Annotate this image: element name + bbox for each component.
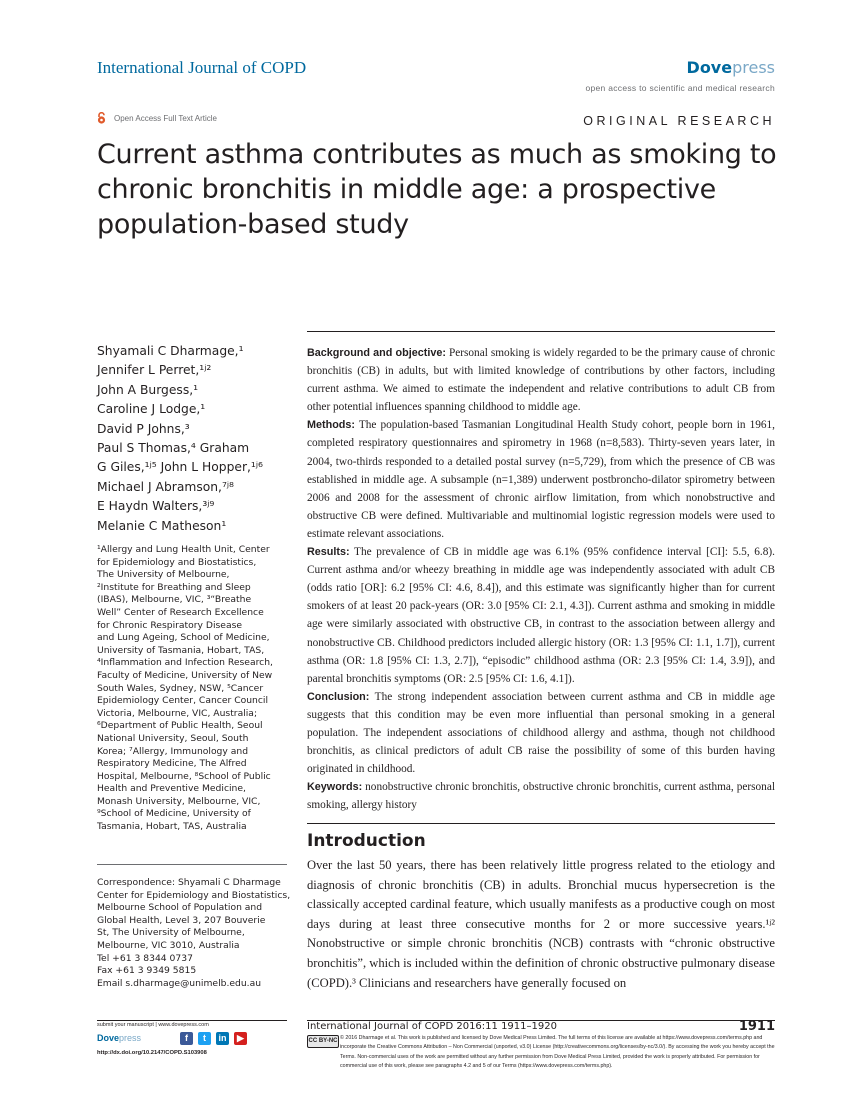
results-text: The prevalence of CB in middle age was 6.1% (95% confidence interval [CI]: 5.5, 6.8). Current asthma and/or wheezy breathing in middle age was independently associated with adult CB (odds ratio [OR]: 6.2 [95% CI: 4.6, 8.4]), and this estimate was significantly higher than for current smokers of at least 20 pack-years (OR: 3.0 [95% CI: 2.1, 4.3]). Current asthma and smoking in middle age were similarly associated with obstructive CB, in contrast to the association between allergy and nonobstructive CB. Childhood predictors included allergic history (OR: 1.3 [95% CI: 1.1, 1.7]), current asthma (OR: 1.8 [95% CI: 1.3, 2.7]), “episodic” childhood asthma (OR: 2.3 [95% CI: 1.4, 3.9]), and parental bronchitis symptoms (OR: 2.5 [95% CI: 1.6, 4.1]). <box>307 546 775 685</box>
abstract-keywords <box>307 778 775 814</box>
footer-dovepress-logo[interactable] <box>97 1033 141 1043</box>
author-line: Jennifer L Perret,¹ʲ² <box>97 363 212 378</box>
author-list <box>97 342 297 536</box>
methods-text: The population-based Tasmanian Longitudinal Health Study cohort, people born in 1961, completed respiratory questionnaires and spirometry in 1968 (n=8,583). Thirty-seven years later, in 2004, two-thirds responded to a detailed postal survey (n=5,729), from which the presence of CB was established in middle age. A subsample (n=1,389) underwent postbroncho-dilator spirometry between 2006 and 2008 for the assessment of chronic airflow limitation, from which nonobstructive and obstructive CB were defined. Multivariable and multinomial logistic regression models were used to estimate relevant associations. <box>307 419 775 540</box>
youtube-icon[interactable]: ▶ <box>234 1032 247 1045</box>
affiliation-line: Korea; ⁷Allergy, Immunology and <box>97 745 249 757</box>
author-line: Michael J Abramson,⁷ʲ⁸ <box>97 479 234 494</box>
affiliation-line: Faculty of Medicine, University of New <box>97 669 273 681</box>
author-line: E Haydn Walters,³ʲ⁹ <box>97 499 215 514</box>
abstract-methods <box>307 416 775 543</box>
facebook-icon[interactable]: f <box>180 1032 193 1045</box>
affiliations <box>97 544 302 834</box>
affiliation-line: Epidemiology Center, Cancer Council <box>97 695 269 707</box>
social-links <box>180 1032 247 1045</box>
author-line: John A Burgess,¹ <box>97 382 199 397</box>
affiliation-line: South Wales, Sydney, NSW, ⁵Cancer <box>97 682 264 694</box>
affiliation-line: Victoria, Melbourne, VIC, Australia; <box>97 707 258 719</box>
methods-label: Methods: <box>307 419 355 432</box>
linkedin-icon[interactable]: in <box>216 1032 229 1045</box>
footer-rule-left <box>97 1020 287 1021</box>
affiliation-line: Health and Preventive Medicine, <box>97 783 246 795</box>
correspondence-email[interactable]: Email s.dharmage@unimelb.edu.au <box>97 977 262 989</box>
author-line: Shyamali C Dharmage,¹ <box>97 344 244 358</box>
affiliation-line: Hospital, Melbourne, ⁸School of Public <box>97 770 271 782</box>
footer-logo-light: press <box>119 1033 142 1043</box>
keywords-text: nonobstructive chronic bronchitis, obstructive chronic bronchitis, current asthma, personal smoking, allergy history <box>307 781 775 812</box>
results-label: Results: <box>307 546 350 559</box>
affiliation-line: ⁴Inflammation and Infection Research, <box>97 657 273 669</box>
twitter-icon[interactable]: t <box>198 1032 211 1045</box>
correspondence <box>97 877 302 990</box>
article-title: Current asthma contributes as much as smoking to chronic bronchitis in middle age: a prospective population-based study <box>97 139 777 240</box>
affiliation-line: ¹Allergy and Lung Health Unit, Center <box>97 544 270 555</box>
correspondence-line: Correspondence: Shyamali C Dharmage <box>97 877 281 888</box>
affiliation-line: for Epidemiology and Biostatistics, <box>97 556 257 568</box>
correspondence-line: Center for Epidemiology and Biostatistics, <box>97 889 291 901</box>
abstract-conclusion <box>307 688 775 778</box>
correspondence-phone: Tel +61 3 8344 0737 <box>97 952 193 964</box>
author-line: G Giles,¹ʲ⁵ John L Hopper,¹ʲ⁶ <box>97 460 263 475</box>
introduction-paragraph: Over the last 50 years, there has been relatively little progress related to the etiology and diagnosis of chronic bronchitis (CB) in adults. Bronchial mucus hypersecretion is the classically accepted cardinal feature, which usually manifests as a productive cough on most days during at least three consecutive months for 2 or more successive years.¹ʲ² Nonobstructive or simple chronic bronchitis (NCB) contrasts with “chronic obstructive bronchitis”, which is included within the definition of chronic obstructive pulmonary disease (COPD).³ Clinicians and researchers have generally focused on <box>307 858 775 990</box>
affiliation-line: Respiratory Medicine, The Alfred <box>97 758 247 770</box>
open-access-text: Open Access Full Text Article <box>114 113 218 123</box>
affiliation-line: ²Institute for Breathing and Sleep <box>97 581 251 593</box>
correspondence-rule <box>97 864 287 865</box>
abstract-background <box>307 344 775 416</box>
author-line: Caroline J Lodge,¹ <box>97 402 206 417</box>
abstract-top-rule <box>307 331 775 332</box>
publisher-logo-light: press <box>732 58 775 77</box>
correspondence-line: Melbourne School of Population and <box>97 902 263 914</box>
background-text: Personal smoking is widely regarded to be the primary cause of chronic bronchitis (CB) in adults, but with limited knowledge of contributions by other factors, including current asthma. We aimed to estimate the independent and relative contributions to adult CB from other potential influences spanning childhood to middle age. <box>307 347 775 414</box>
open-access-label <box>97 112 217 124</box>
introduction-body <box>307 856 775 993</box>
journal-name: International Journal of COPD <box>97 58 307 77</box>
affiliation-line: (IBAS), Melbourne, VIC, ³“Breathe <box>97 594 252 606</box>
article-type: ORIGINAL RESEARCH <box>583 114 775 128</box>
correspondence-fax: Fax +61 3 9349 5815 <box>97 965 197 977</box>
abstract-results <box>307 543 775 688</box>
publisher-tagline: open access to scientific and medical research <box>585 83 775 93</box>
abstract <box>307 344 775 814</box>
affiliation-line: and Lung Ageing, School of Medicine, <box>97 632 270 644</box>
affiliation-line: for Chronic Respiratory Disease <box>97 619 243 631</box>
keywords-label: Keywords: <box>307 781 363 794</box>
affiliation-line: Well” Center of Research Excellence <box>97 606 264 618</box>
affiliation-line: National University, Seoul, South <box>97 732 249 744</box>
submit-manuscript-link[interactable]: submit your manuscript | www.dovepress.com <box>97 1022 209 1028</box>
author-line: Paul S Thomas,⁴ Graham <box>97 441 250 456</box>
author-line: David P Johns,³ <box>97 421 190 436</box>
introduction-heading: Introduction <box>307 831 426 851</box>
affiliation-line: The University of Melbourne, <box>97 569 230 581</box>
journal-citation: International Journal of COPD 2016:11 1911–1920 <box>307 1021 557 1032</box>
correspondence-line: Melbourne, VIC 3010, Australia <box>97 939 240 951</box>
affiliation-line: ⁶Department of Public Health, Seoul <box>97 720 263 732</box>
affiliation-line: Monash University, Melbourne, VIC, <box>97 795 261 807</box>
affiliation-line: University of Tasmania, Hobart, TAS, <box>97 644 265 656</box>
background-label: Background and objective: <box>307 347 446 359</box>
introduction-rule <box>307 823 775 824</box>
affiliation-line: ⁹School of Medicine, University of <box>97 808 251 820</box>
correspondence-line: Global Health, Level 3, 207 Bouverie <box>97 914 266 926</box>
cc-license-badge[interactable]: CC BY-NC <box>307 1035 339 1048</box>
correspondence-line: St, The University of Melbourne, <box>97 927 245 939</box>
affiliation-line: Tasmania, Hobart, TAS, Australia <box>97 821 247 833</box>
footer-logo-bold: Dove <box>97 1033 120 1043</box>
open-access-lock-icon <box>97 112 106 124</box>
author-line: Melanie C Matheson¹ <box>97 518 227 533</box>
license-text: © 2016 Dharmage et al. This work is published and licensed by Dove Medical Press Limited. The full terms of this license are available at https://www.dovepress.com/terms.php and incorporate the Creative Commons Attribution – Non Commercial (unported, v3.0) License (http://creativecommons.org/licenses/by-nc/3.0/). By accessing the work you hereby accept the Terms. Non-commercial uses of the work are permitted without any further permission from Dove Medical Press Limited, provided the work is properly attributed. For permission for commercial use of this work, please see paragraphs 4.2 and 5 of our Terms (https://www.dovepress.com/terms.php). <box>340 1035 775 1070</box>
conclusion-text: The strong independent association between current asthma and CB in middle age suggests that this condition may be even more influential than personal smoking in a general population. The independent associations of childhood allergy and asthma, though not childhood bronchitis, as clinical predictors of adult CB raise the possibility of some of this burden having originated in childhood. <box>307 690 775 776</box>
publisher-logo-bold: Dove <box>686 58 733 77</box>
publisher-logo[interactable] <box>687 58 775 77</box>
conclusion-label: Conclusion: <box>307 690 370 703</box>
doi-link[interactable]: http://dx.doi.org/10.2147/COPD.S103908 <box>97 1050 207 1056</box>
page-number: 1911 <box>738 1019 775 1034</box>
